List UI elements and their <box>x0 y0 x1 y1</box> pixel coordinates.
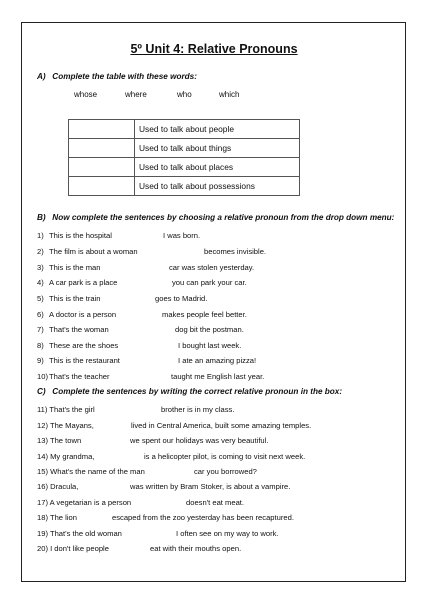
sentence-start: This is the train <box>49 294 101 303</box>
sentence-end: escaped from the zoo yesterday has been recaptured. <box>112 513 294 522</box>
section-b-instruction <box>37 213 394 222</box>
sentence-start: 20) I don't like people <box>37 544 109 553</box>
sentence-end: was written by Bram Stoker, is about a vampire. <box>130 482 291 491</box>
sentence-number: 7) <box>37 325 44 334</box>
sentence-number: 3) <box>37 263 44 272</box>
section-a-text: Complete the table with these words: <box>52 72 197 81</box>
sentence-end: I bought last week. <box>178 341 242 350</box>
sentence-start: 15) What's the name of the man <box>37 467 145 476</box>
table-cell: Used to talk about people <box>135 120 300 139</box>
sentence-end: brother is in my class. <box>161 405 235 414</box>
sentence-end: goes to Madrid. <box>155 294 208 303</box>
sentence-end: I was born. <box>163 231 201 240</box>
answer-cell[interactable] <box>69 177 135 196</box>
sentence-start: A car park is a place <box>49 278 118 287</box>
sentence-start: This is the hospital <box>49 231 112 240</box>
sentence-number: 5) <box>37 294 44 303</box>
sentence-end: dog bit the postman. <box>175 325 244 334</box>
page-title: 5º Unit 4: Relative Pronouns <box>130 42 298 56</box>
sentence-start: 18) The lion <box>37 513 77 522</box>
sentence-start: That's the woman <box>49 325 109 334</box>
table-cell: Used to talk about places <box>135 158 300 177</box>
sentence-start: 16) Dracula, <box>37 482 79 491</box>
sentence-start: The film is about a woman <box>49 247 138 256</box>
sentence-start: This is the man <box>49 263 101 272</box>
sentence-number: 9) <box>37 356 44 365</box>
answer-cell[interactable] <box>69 158 135 177</box>
section-c-text: Complete the sentences by writing the correct relative pronoun in the box: <box>52 387 343 396</box>
sentence-start: 13) The town <box>37 436 82 445</box>
table-row <box>69 139 300 158</box>
word-option: who <box>177 90 192 99</box>
table-row <box>69 158 300 177</box>
section-b-label: B) <box>37 213 46 222</box>
section-b-text: Now complete the sentences by choosing a relative pronoun from the drop down menu: <box>52 213 395 222</box>
pronoun-table <box>68 119 300 196</box>
sentence-number: 4) <box>37 278 44 287</box>
section-a-label: A) <box>37 72 46 81</box>
sentence-end: lived in Central America, built some amazing temples. <box>131 421 312 430</box>
sentence-number: 10) <box>37 372 48 381</box>
word-option: where <box>125 90 147 99</box>
sentence-number: 1) <box>37 231 44 240</box>
answer-cell[interactable] <box>69 139 135 158</box>
sentence-end: eat with their mouths open. <box>150 544 242 553</box>
sentence-end: taught me English last year. <box>171 372 265 381</box>
table-cell: Used to talk about things <box>135 139 300 158</box>
sentence-start: 11) That's the girl <box>37 405 95 414</box>
sentence-number: 6) <box>37 310 44 319</box>
section-c-instruction <box>37 387 342 396</box>
word-option: which <box>219 90 240 99</box>
sentence-end: is a helicopter pilot, is coming to visit next week. <box>144 452 306 461</box>
sentence-number: 8) <box>37 341 44 350</box>
sentence-end: car was stolen yesterday. <box>169 263 255 272</box>
section-a-instruction <box>37 72 197 81</box>
sentence-start: 14) My grandma, <box>37 452 95 461</box>
sentence-start: That's the teacher <box>49 372 110 381</box>
sentence-start: These are the shoes <box>49 341 119 350</box>
sentence-end: makes people feel better. <box>162 310 247 319</box>
sentence-end: doesn't eat meat. <box>186 498 245 507</box>
table-cell: Used to talk about possessions <box>135 177 300 196</box>
sentence-number: 2) <box>37 247 44 256</box>
sentence-end: car you borrowed? <box>194 467 257 476</box>
answer-cell[interactable] <box>69 120 135 139</box>
table-row <box>69 120 300 139</box>
sentence-start: A doctor is a person <box>49 310 117 319</box>
word-option: whose <box>74 90 98 99</box>
section-c-label: C) <box>37 387 46 396</box>
sentence-end: I ate an amazing pizza! <box>178 356 257 365</box>
sentence-start: 19) That's the old woman <box>37 529 122 538</box>
table-row <box>69 177 300 196</box>
sentence-start: 12) The Mayans, <box>37 421 94 430</box>
sentence-start: 17) A vegetarian is a person <box>37 498 132 507</box>
sentence-end: becomes invisible. <box>204 247 267 256</box>
sentence-end: you can park your car. <box>172 278 247 287</box>
sentence-end: we spent our holidays was very beautiful. <box>130 436 269 445</box>
sentence-end: I often see on my way to work. <box>176 529 279 538</box>
sentence-start: This is the restaurant <box>49 356 120 365</box>
